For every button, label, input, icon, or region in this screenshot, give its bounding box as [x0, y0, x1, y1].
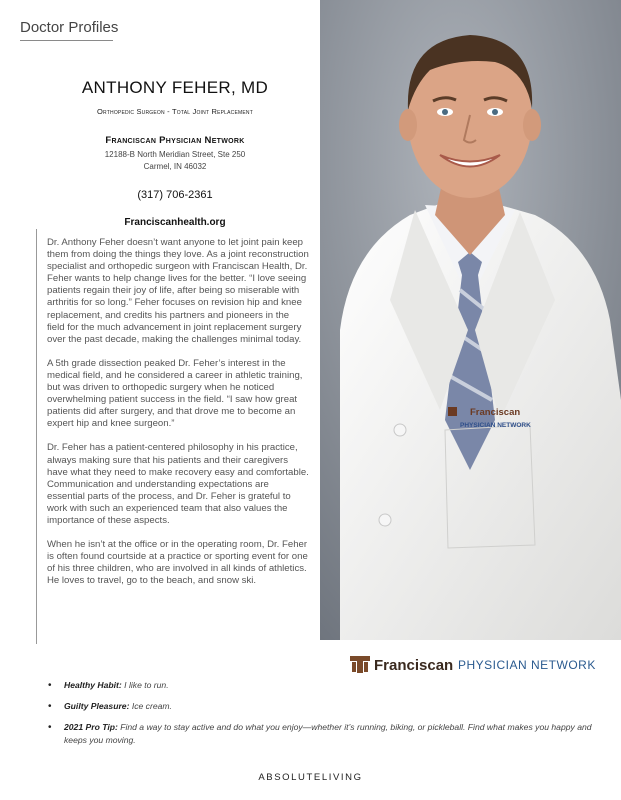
fact-label: Healthy Habit: [64, 680, 122, 690]
bio-paragraph: When he isn’t at the office or in the operating room, Dr. Feher is often found courtside at a practice or sporting event for one of his three children, who are involved in all kinds of athletics. He loves to travel, go to the beach, and snow ski. [47, 539, 308, 587]
website-link[interactable]: Franciscanhealth.org [124, 217, 226, 228]
address-line-1: 12188-B North Meridian Street, Ste 250 [104, 150, 246, 159]
bio-paragraph: A 5th grade dissection peaked Dr. Feher’s interest in the medical field, and he considered a career in athletic training, but was driven to orthopedic surgery when he noticed overwhelming patient success in the field. “I saw how great patients did after surgery, and that drove me to become an expert hip and knee surgeon.” [47, 357, 303, 430]
list-item [48, 679, 608, 692]
doctor-portrait [320, 0, 621, 640]
bullet-icon: • [48, 680, 52, 691]
doctor-header [30, 78, 320, 228]
list-item [48, 721, 608, 747]
bio [47, 237, 309, 599]
franciscan-logo [350, 653, 600, 675]
bullet-icon: • [48, 722, 52, 733]
quick-facts-list [48, 679, 608, 755]
section-underline [20, 40, 113, 41]
bio-divider [36, 229, 37, 644]
doctor-name: ANTHONY FEHER, MD [81, 78, 269, 97]
bullet-icon: • [48, 701, 52, 712]
coat-logo-line2: PHYSICIAN NETWORK [460, 422, 531, 429]
fact-value: Find a way to stay active and do what you enjoy—whether it’s running, biking, or pickleball. Find what makes you happy and keeps you moving. [64, 722, 592, 745]
franciscan-mark-icon [350, 656, 370, 673]
section-label: Doctor Profiles [20, 19, 119, 36]
fact-label: 2021 Pro Tip: [64, 722, 118, 732]
logo-brand: Franciscan [374, 657, 454, 674]
doctor-title: Orthopedic Surgeon - Total Joint Replacement [97, 107, 253, 116]
phone-number[interactable]: (317) 706-2361 [137, 189, 213, 201]
fact-value: I like to run. [124, 680, 169, 690]
bio-paragraph: Dr. Anthony Feher doesn’t want anyone to let joint pain keep them from doing the things they love. As a joint reconstruction specialist and orthopedic surgeon with Franciscan Health, Dr. Feher wants to help change lives for the better. “I love seeing patients regain their joy of life, after being so miserable with arthritis for so long.” Feher focuses on revision hip and knee replacement, and credits his partners and pioneers in the field for the much advancement in joint replacement surgery over the past decade, making the challenges minimal today. [47, 237, 309, 345]
coat-logo-line1: Franciscan [470, 407, 521, 418]
logo-tagline: PHYSICIAN NETWORK [458, 658, 596, 672]
address-line-2: Carmel, IN 46032 [143, 162, 207, 171]
fact-label: Guilty Pleasure: [64, 701, 130, 711]
footer-publication: ABSOLUTELIVING [258, 772, 363, 783]
network-name: Franciscan Physician Network [105, 135, 245, 146]
fact-value: Ice cream. [131, 701, 172, 711]
list-item [48, 700, 608, 713]
bio-paragraph: Dr. Feher has a patient-centered philosophy in his practice, always making sure that his patients and their caregivers have what they need to make recovery easy and comfortable. Communication and understanding expectations are essential parts of the process, and Dr. Feher is grateful to work with such an experienced team that also values the importance of these aspects. [47, 442, 309, 526]
